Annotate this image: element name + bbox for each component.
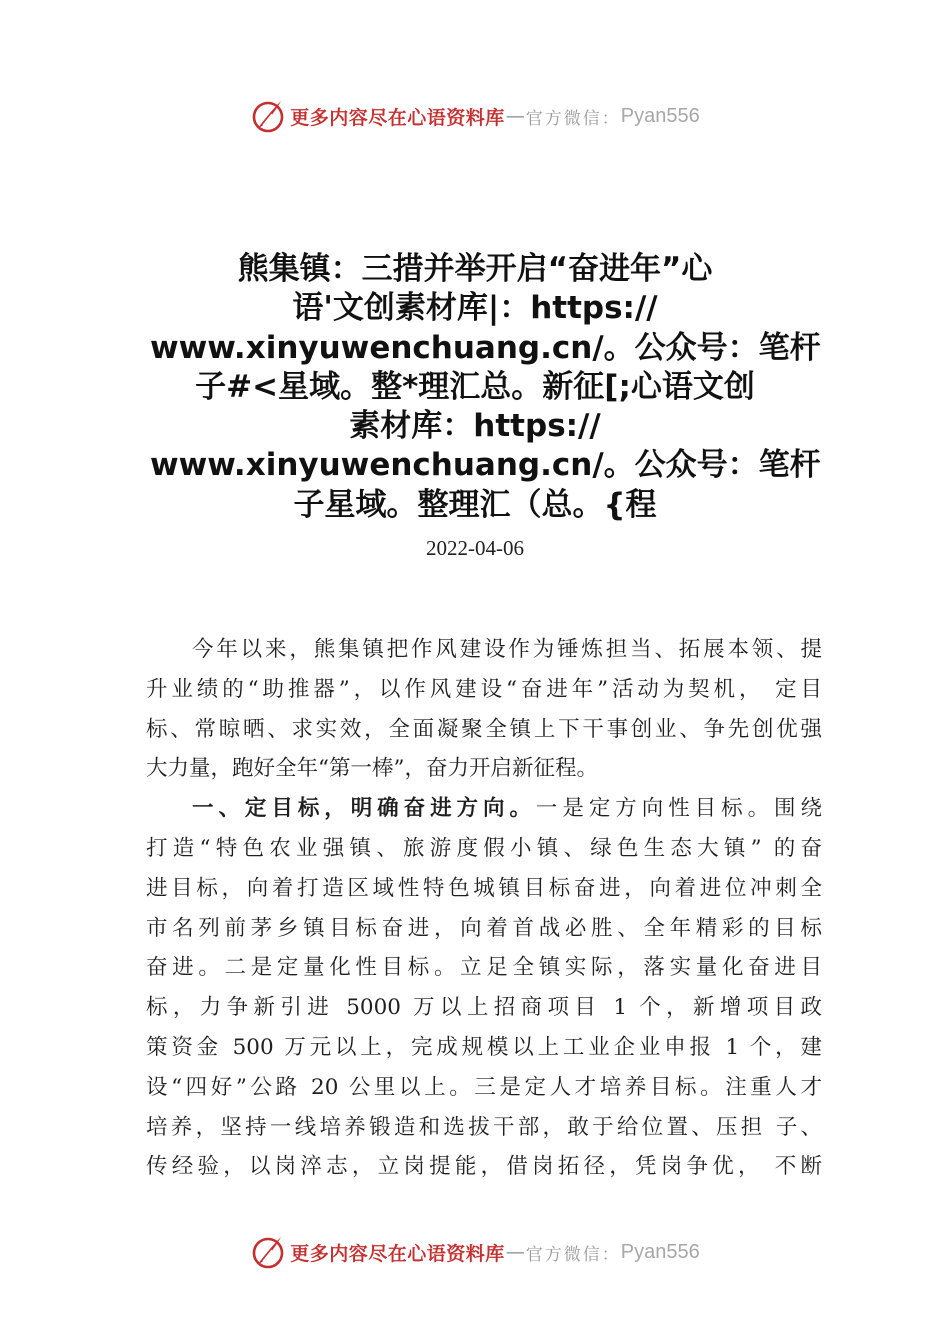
body-line: 标，力争新引进 5000 万以上招商项目 1 个，新增项目政 [146, 995, 822, 1021]
banner-wechat-label: 官方微信： [525, 108, 621, 129]
body-line: 培养，坚持一线培养锻造和选拔干部，敢于给位置、压担 子、 [146, 1114, 822, 1140]
body-line: 传经验，以岗淬志，立岗提能，借岗拓径，凭岗争优， 不断 [146, 1154, 822, 1180]
document-body [146, 630, 822, 1187]
banner-wechat-id: Pyan556 [620, 104, 700, 127]
document-date: 2022-04-06 [426, 536, 524, 560]
title-line: 语'文创素材库|：https:// [292, 290, 658, 327]
body-line: 市名列前茅乡镇目标奋进，向着首战必胜、全年精彩的目标 [146, 915, 822, 941]
body-line: 策资金 500 万元以上，完成规模以上工业企业申报 1 个，建 [146, 1034, 822, 1060]
header-watermark-banner [0, 96, 950, 136]
body-line: 打造“特色农业强镇、旅游度假小镇、绿色生态大镇” 的奋 [146, 835, 822, 861]
title-line: www.xinyuwenchuang.cn/。公众号：笔杆 [150, 447, 821, 484]
title-line: 熊集镇：三措并举开启“奋进年”心 [237, 251, 713, 287]
body-line: 升业绩的“助推器”，以作风建设“奋进年”活动为契机， 定目 [146, 676, 822, 702]
banner-wechat-label: 官方微信： [525, 1244, 621, 1265]
banner-dash: — [505, 1241, 525, 1263]
banner-dash: — [505, 105, 525, 127]
footer-watermark-banner [0, 1232, 950, 1272]
body-line: 今年以来，熊集镇把作风建设作为锤炼担当、拓展本领、提 [192, 637, 822, 662]
title-line: 子星域。整理汇（总。{程 [293, 486, 657, 523]
body-line: 奋进。二是定量化性目标。立足全镇实际，落实量化奋进目 [146, 955, 822, 981]
banner-text: 更多内容尽在心语资料库 [290, 1242, 505, 1265]
document-title [150, 250, 821, 525]
body-text: 一是定方向性目标。围绕 [535, 796, 822, 822]
body-line: 设“四好”公路 20 公里以上。三是定人才培养目标。注重人才 [146, 1074, 822, 1100]
title-line: www.xinyuwenchuang.cn/。公众号：笔杆 [150, 329, 821, 366]
body-line: 大力量，跑好全年“第一棒”，奋力开启新征程。 [146, 756, 598, 782]
body-line: 进目标，向着打造区域性特色城镇目标奋进，向着进位冲刺全 [146, 875, 822, 901]
banner-text: 更多内容尽在心语资料库 [290, 106, 505, 129]
title-line: 素材库：https:// [349, 408, 601, 445]
body-line: 标、常晾晒、求实效，全面凝聚全镇上下干事创业、争先创优强 [146, 716, 822, 742]
body-line-section-heading [146, 789, 822, 829]
quill-pen-logo-icon [250, 98, 286, 134]
section-heading: 一、定目标，明确奋进方向。 [192, 796, 536, 822]
banner-wechat-id: Pyan556 [620, 1240, 700, 1263]
title-line: 子#<星域。整*理汇总。新征[;心语文创 [195, 368, 755, 405]
quill-pen-logo-icon [250, 1234, 286, 1270]
